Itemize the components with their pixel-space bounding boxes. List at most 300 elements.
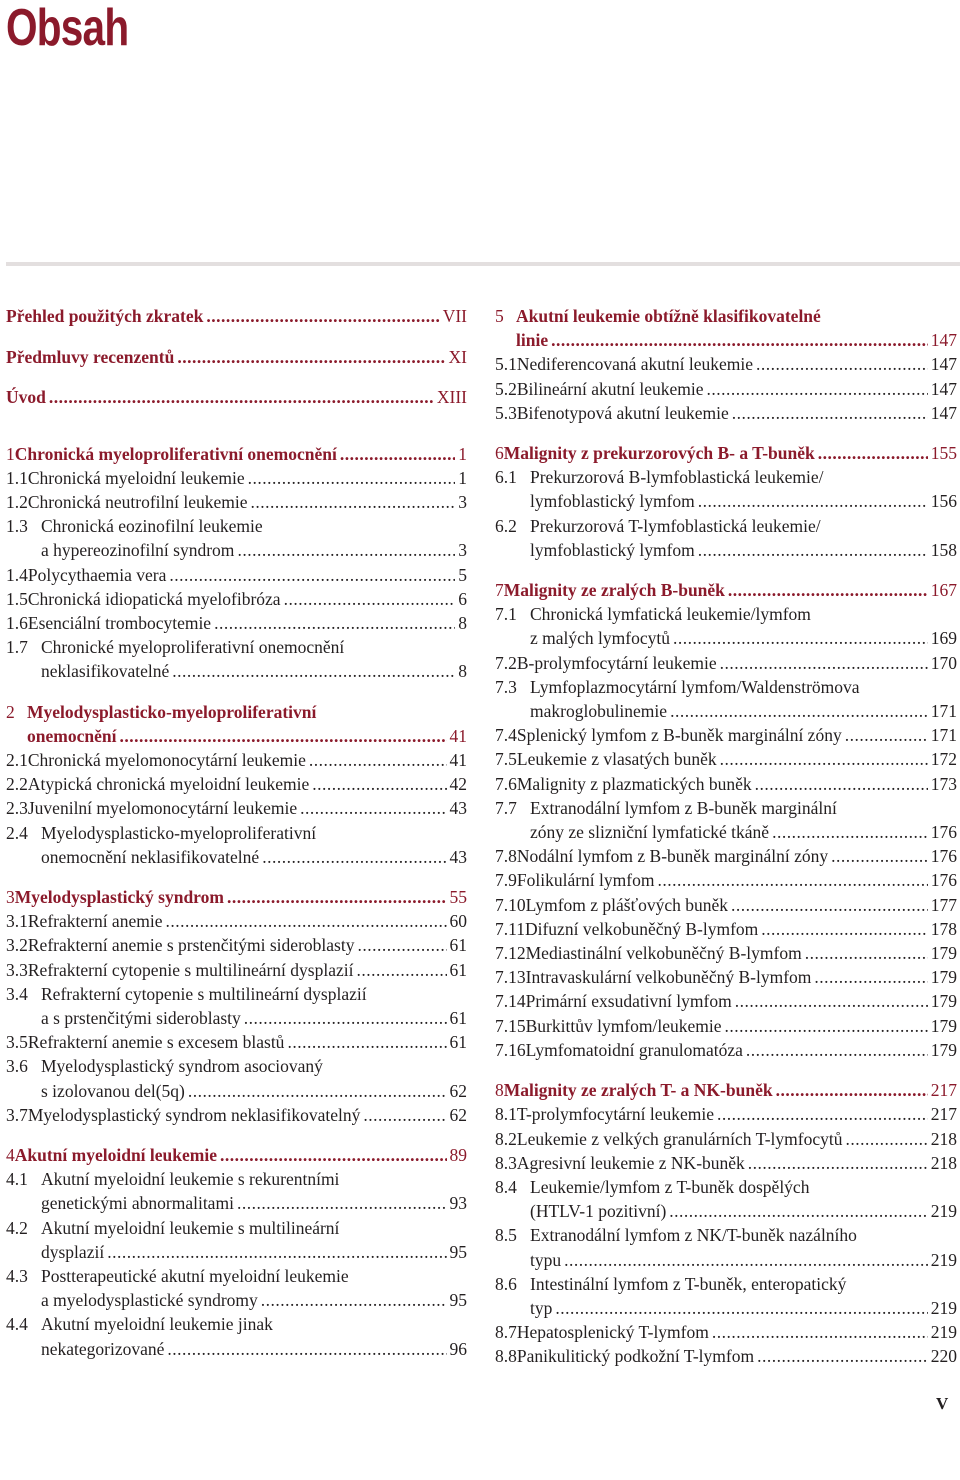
leader-dots — [746, 1038, 928, 1062]
page-ref: 93 — [449, 1193, 467, 1214]
leader-dots — [707, 377, 928, 401]
leader-dots — [220, 1143, 447, 1167]
item-title: Leukemie/lymfom z T-buněk dospělých — [530, 1176, 810, 1197]
item-number: 7.14 — [495, 991, 526, 1012]
toc-chapter[interactable] — [495, 578, 957, 602]
toc-item[interactable] — [495, 941, 957, 965]
item-title: typ — [530, 1297, 553, 1318]
page-ref: 61 — [449, 1032, 467, 1053]
toc-line — [6, 700, 467, 724]
leader-dots — [670, 699, 928, 723]
toc-line — [6, 659, 467, 683]
item-number: 7.7 — [495, 797, 517, 818]
toc-line — [6, 345, 467, 369]
leader-dots — [363, 1103, 446, 1127]
toc-line — [6, 514, 467, 538]
chapter-number: 1 — [6, 443, 15, 464]
toc-item[interactable] — [495, 893, 957, 917]
toc-item[interactable] — [495, 1127, 957, 1151]
page-ref: 8 — [458, 612, 467, 633]
toc-item[interactable] — [495, 675, 957, 723]
toc-item[interactable] — [495, 602, 957, 650]
item-number: 7.5 — [495, 749, 517, 770]
toc-line — [495, 578, 957, 602]
toc-item[interactable] — [495, 723, 957, 747]
item-title: typu — [530, 1249, 562, 1270]
item-title: Juvenilní myelomonocytární leukemie — [27, 798, 298, 819]
chapter-title: Myelodysplasticko-myeloproliferativní — [27, 701, 317, 722]
toc-line — [495, 401, 957, 425]
toc-item[interactable] — [6, 514, 467, 562]
toc-line — [495, 772, 957, 796]
item-title: nekategorizované — [41, 1338, 165, 1359]
item-title: (HTLV-1 pozitivní) — [530, 1201, 667, 1222]
toc-chapter[interactable] — [495, 1078, 957, 1102]
item-title: Refrakterní cytopenie s multilineární dysplazií — [27, 959, 354, 980]
toc-line — [6, 1103, 467, 1127]
toc-line — [495, 1320, 957, 1344]
toc-line — [6, 1191, 467, 1215]
item-title: Polycythaemia vera — [27, 564, 167, 585]
toc-line — [495, 489, 957, 513]
leader-dots — [776, 1078, 928, 1102]
item-title: Refrakterní anemie — [27, 911, 163, 932]
toc-line — [6, 982, 467, 1006]
toc-line — [495, 1272, 957, 1296]
item-title: Lymfoplazmocytární lymfom/Waldenströmova — [530, 676, 860, 697]
toc-chapter[interactable] — [6, 700, 467, 748]
page-ref: 1 — [458, 467, 467, 488]
item-title: Difuzní velkobuněčný B-lymfom — [524, 918, 759, 939]
toc-line — [6, 1006, 467, 1030]
item-number: 4.4 — [6, 1314, 28, 1335]
item-title: Primární exsudativní lymfom — [525, 991, 732, 1012]
toc-line — [6, 490, 467, 514]
chapter-number: 5 — [495, 306, 504, 326]
toc-line — [6, 845, 467, 869]
page-ref: 217 — [930, 1080, 957, 1101]
toc-line — [495, 514, 957, 538]
toc-chapter[interactable] — [6, 442, 467, 466]
page-ref: XI — [448, 346, 467, 367]
toc-item[interactable] — [6, 1103, 467, 1127]
page-ref: 167 — [930, 580, 957, 601]
item-title: Extranodální lymfom z B-buněk marginální — [530, 797, 837, 818]
leader-dots — [720, 747, 928, 771]
header-divider — [6, 262, 960, 266]
section-gap — [6, 684, 467, 700]
leader-dots — [720, 651, 928, 675]
leader-dots — [172, 659, 455, 683]
toc-item[interactable] — [6, 466, 467, 490]
toc-item[interactable] — [495, 1175, 957, 1223]
item-number: 7.3 — [495, 676, 517, 697]
toc-line — [495, 465, 957, 489]
page-ref: 147 — [930, 330, 957, 351]
item-number: 7.13 — [495, 967, 526, 988]
leader-dots — [845, 723, 928, 747]
toc-item[interactable] — [6, 563, 467, 587]
toc-item[interactable] — [495, 917, 957, 941]
toc-line — [6, 933, 467, 957]
leader-dots — [262, 845, 446, 869]
page-ref: 60 — [449, 911, 467, 932]
toc-item[interactable] — [495, 1014, 957, 1038]
item-number: 1.2 — [6, 491, 28, 512]
toc-item[interactable] — [495, 1344, 957, 1368]
item-number: 1.1 — [6, 467, 28, 488]
toc-item[interactable] — [495, 796, 957, 844]
page-ref: 179 — [930, 991, 957, 1012]
toc-line — [6, 821, 467, 845]
toc-line — [6, 909, 467, 933]
toc-front-matter[interactable] — [6, 345, 467, 369]
leader-dots — [698, 489, 928, 513]
toc-item[interactable] — [6, 611, 467, 635]
leader-dots — [564, 1248, 928, 1272]
item-title: Splenický lymfom z B-buněk marginální zóny — [516, 725, 842, 746]
item-title: z malých lymfocytů — [530, 628, 670, 649]
leader-dots — [248, 466, 456, 490]
chapter-title: Akutní myeloidní leukemie — [14, 1144, 217, 1165]
leader-dots — [244, 1006, 447, 1030]
leader-dots — [551, 328, 928, 352]
chapter-number: 6 — [495, 443, 504, 464]
toc-front-matter[interactable] — [6, 304, 467, 328]
toc-item[interactable] — [6, 587, 467, 611]
toc-line — [495, 1223, 957, 1247]
toc-line — [495, 441, 957, 465]
leader-dots — [669, 1199, 927, 1223]
toc-item[interactable] — [6, 635, 467, 683]
toc-line — [495, 917, 957, 941]
item-title: Akutní myeloidní leukemie jinak — [41, 1314, 273, 1335]
toc-front-matter[interactable] — [6, 385, 467, 409]
toc-line — [495, 965, 957, 989]
toc-item[interactable] — [495, 1320, 957, 1344]
page-ref: 170 — [930, 652, 957, 673]
item-title: Folikulární lymfom — [516, 870, 655, 891]
item-title: s izolovanou del(5q) — [41, 1080, 185, 1101]
item-title: Prekurzorová T-lymfoblastická leukemie/ — [530, 515, 821, 536]
front-title: Přehled použitých zkratek — [6, 306, 204, 326]
toc-line — [6, 1030, 467, 1054]
toc-item[interactable] — [6, 796, 467, 820]
toc-item[interactable] — [6, 772, 467, 796]
leader-dots — [227, 885, 447, 909]
toc-chapter[interactable] — [495, 441, 957, 465]
toc-line — [495, 602, 957, 626]
leader-dots — [214, 611, 455, 635]
toc-line — [6, 611, 467, 635]
toc-line — [495, 1296, 957, 1320]
item-number: 7.4 — [495, 725, 517, 746]
leader-dots — [177, 345, 445, 369]
toc-line — [495, 1344, 957, 1368]
toc-item[interactable] — [6, 1030, 467, 1054]
item-title: Postterapeutické akutní myeloidní leukemie — [41, 1266, 349, 1286]
item-title: Myelodysplastický syndrom neklasifikovatelný — [27, 1104, 361, 1125]
leader-dots — [735, 989, 928, 1013]
chapter-title: Malignity ze zralých T- a NK-buněk — [503, 1080, 773, 1101]
leader-dots — [312, 772, 446, 796]
item-number: 7.2 — [495, 652, 517, 673]
toc-line — [495, 893, 957, 917]
item-title: Esenciální trombocytemie — [27, 612, 212, 633]
toc-item[interactable] — [6, 1216, 467, 1264]
leader-dots — [728, 578, 928, 602]
leader-dots — [805, 941, 928, 965]
page-ref: 179 — [930, 1015, 957, 1036]
toc-column-right — [495, 304, 957, 1369]
toc-line — [495, 1127, 957, 1151]
page-ref: 176 — [930, 870, 957, 891]
toc-line — [6, 442, 467, 466]
front-title: Předmluvy recenzentů — [6, 346, 175, 367]
toc-line — [495, 796, 957, 820]
item-title: Leukemie z velkých granulárních T-lymfocytů — [516, 1128, 843, 1149]
page-ref: 61 — [449, 935, 467, 956]
page-ref: 3 — [458, 491, 467, 512]
section-gap — [6, 1127, 467, 1143]
leader-dots — [287, 1030, 446, 1054]
item-number: 3.7 — [6, 1104, 28, 1125]
toc-item[interactable] — [495, 1102, 957, 1126]
item-title: a s prstenčitými sideroblasty — [41, 1007, 241, 1028]
item-title: Malignity z plazmatických buněk — [516, 773, 752, 794]
item-title: Chronická lymfatická leukemie/lymfom — [530, 604, 811, 625]
toc-line — [6, 958, 467, 982]
toc-item[interactable] — [495, 747, 957, 771]
toc-item[interactable] — [6, 933, 467, 957]
item-title: Chronická myelomonocytární leukemie — [27, 749, 306, 770]
item-number: 7.11 — [495, 918, 525, 939]
chapter-title: Akutní leukemie obtížně klasifikovatelné — [516, 306, 821, 326]
page-ref: 219 — [930, 1297, 957, 1318]
item-title: Atypická chronická myeloidní leukemie — [27, 774, 310, 795]
item-number: 7.15 — [495, 1015, 526, 1036]
item-number: 7.8 — [495, 846, 517, 867]
toc-item[interactable] — [6, 821, 467, 869]
page-ref: 3 — [458, 540, 467, 561]
toc-item[interactable] — [495, 868, 957, 892]
leader-dots — [725, 1014, 928, 1038]
page-ref: 147 — [930, 402, 957, 423]
page-ref: 42 — [449, 774, 467, 795]
toc-line — [6, 1167, 467, 1191]
toc-line — [6, 1054, 467, 1078]
toc-item[interactable] — [495, 965, 957, 989]
leader-dots — [732, 401, 928, 425]
item-number: 8.5 — [495, 1225, 517, 1246]
item-title: Extranodální lymfom z NK/T-buněk nazálního — [530, 1225, 857, 1246]
toc-item[interactable] — [495, 465, 957, 513]
toc-item[interactable] — [6, 1167, 467, 1215]
item-title: B-prolymfocytární leukemie — [516, 652, 717, 673]
toc-item[interactable] — [6, 1054, 467, 1102]
leader-dots — [251, 490, 456, 514]
item-title: lymfoblastický lymfom — [530, 491, 695, 512]
page-ref: 156 — [930, 491, 957, 512]
page-ref: 6 — [458, 588, 467, 609]
item-title: Chronická myeloidní leukemie — [27, 467, 245, 488]
chapter-number: 4 — [6, 1144, 15, 1165]
toc-chapter[interactable] — [6, 1143, 467, 1167]
toc-line — [6, 885, 467, 909]
toc-line — [495, 377, 957, 401]
toc-line — [6, 587, 467, 611]
page-ref: 41 — [449, 749, 467, 770]
toc-line — [6, 635, 467, 659]
page-ref: 61 — [449, 959, 467, 980]
page-ref: 96 — [449, 1338, 467, 1359]
page-ref: 176 — [930, 846, 957, 867]
toc-line — [6, 466, 467, 490]
toc-item[interactable] — [495, 401, 957, 425]
section-gap — [495, 1062, 957, 1078]
toc-item[interactable] — [495, 1151, 957, 1175]
page-ref: 8 — [458, 661, 467, 682]
page-ref: 55 — [449, 886, 467, 907]
item-number: 1.6 — [6, 612, 28, 633]
toc-item[interactable] — [6, 958, 467, 982]
item-title: Prekurzorová B-lymfoblastická leukemie/ — [530, 467, 824, 488]
leader-dots — [237, 538, 455, 562]
leader-dots — [107, 1240, 446, 1264]
chapter-title: linie — [516, 330, 549, 351]
leader-dots — [261, 1288, 447, 1312]
page-ref: 219 — [930, 1249, 957, 1270]
leader-dots — [169, 563, 455, 587]
item-title: Panikulitický podkožní T-lymfom — [516, 1346, 755, 1367]
item-title: lymfoblastický lymfom — [530, 539, 695, 560]
leader-dots — [49, 385, 434, 409]
toc-line — [495, 699, 957, 723]
item-number: 1.5 — [6, 588, 28, 609]
leader-dots — [757, 1344, 928, 1368]
leader-dots — [657, 868, 927, 892]
leader-dots — [188, 1079, 447, 1103]
item-title: Chronická neutrofilní leukemie — [27, 491, 248, 512]
page-title: Obsah — [6, 0, 129, 57]
page-ref: 219 — [930, 1322, 957, 1343]
item-title: Lymfom z plášťových buněk — [525, 894, 728, 915]
toc-line — [495, 1102, 957, 1126]
toc-line — [495, 941, 957, 965]
toc-item[interactable] — [6, 1312, 467, 1360]
toc-chapter[interactable] — [495, 304, 957, 352]
leader-dots — [309, 748, 447, 772]
toc-line — [495, 675, 957, 699]
toc-line — [6, 724, 467, 748]
item-title: Myelodysplasticko-myeloproliferativní — [41, 822, 317, 843]
page-ref: 173 — [930, 773, 957, 794]
toc-line — [495, 352, 957, 376]
toc-item[interactable] — [495, 844, 957, 868]
toc-line — [495, 723, 957, 747]
item-number: 3.4 — [6, 983, 28, 1004]
page-ref: 220 — [930, 1346, 957, 1367]
page-ref: 171 — [930, 725, 957, 746]
item-number: 2.3 — [6, 798, 28, 819]
page-ref: 62 — [449, 1104, 467, 1125]
leader-dots — [340, 442, 455, 466]
item-number: 2.4 — [6, 822, 28, 843]
page-ref: 169 — [930, 628, 957, 649]
toc-item[interactable] — [495, 1272, 957, 1320]
toc-line — [6, 1264, 467, 1288]
leader-dots — [717, 1102, 928, 1126]
page-ref: 218 — [930, 1152, 957, 1173]
item-number: 3.3 — [6, 959, 28, 980]
leader-dots — [555, 1296, 927, 1320]
toc-item[interactable] — [495, 514, 957, 562]
leader-dots — [831, 844, 928, 868]
toc-line — [495, 868, 957, 892]
toc-line — [495, 820, 957, 844]
toc-line — [495, 989, 957, 1013]
toc-line — [6, 304, 467, 328]
toc-item[interactable] — [495, 1223, 957, 1271]
toc-item[interactable] — [495, 651, 957, 675]
item-title: T-prolymfocytární leukemie — [516, 1104, 715, 1125]
item-number: 8.2 — [495, 1128, 517, 1149]
toc-item[interactable] — [6, 909, 467, 933]
toc-line — [495, 328, 957, 352]
front-title: Úvod — [6, 387, 46, 407]
toc-item[interactable] — [6, 490, 467, 514]
toc-item[interactable] — [6, 748, 467, 772]
item-title: genetickými abnormalitami — [41, 1193, 234, 1214]
toc-item[interactable] — [495, 1038, 957, 1062]
item-number: 8.7 — [495, 1322, 517, 1343]
toc-line — [495, 1038, 957, 1062]
toc-item[interactable] — [6, 1264, 467, 1312]
page-ref: 95 — [449, 1290, 467, 1311]
item-number: 4.1 — [6, 1169, 28, 1190]
item-title: Intestinální lymfom z T-buněk, enteropatický — [530, 1273, 847, 1294]
item-title: zóny ze slizniční lymfatické tkáně — [530, 822, 770, 843]
section-gap — [495, 562, 957, 578]
page-ref: 89 — [449, 1144, 467, 1165]
item-title: Akutní myeloidní leukemie s rekurentními — [41, 1169, 340, 1190]
toc-line — [6, 385, 467, 409]
page-ref: 158 — [930, 539, 957, 560]
toc-line — [495, 844, 957, 868]
item-number: 5.3 — [495, 402, 517, 423]
page-ref: 178 — [930, 918, 957, 939]
item-title: Refrakterní anemie s excesem blastů — [27, 1032, 285, 1053]
toc-column-left — [6, 304, 467, 1361]
toc-item[interactable] — [495, 377, 957, 401]
toc-item[interactable] — [495, 352, 957, 376]
chapter-number: 2 — [6, 701, 15, 722]
toc-line — [495, 1175, 957, 1199]
chapter-title: Myelodysplastický syndrom — [14, 886, 224, 907]
toc-item[interactable] — [6, 982, 467, 1030]
item-title: Refrakterní anemie s prstenčitými sideroblasty — [27, 935, 355, 956]
toc-item[interactable] — [495, 989, 957, 1013]
section-gap — [6, 869, 467, 885]
toc-item[interactable] — [495, 772, 957, 796]
toc-line — [495, 1199, 957, 1223]
toc-line — [495, 651, 957, 675]
leader-dots — [119, 724, 446, 748]
item-number: 3.5 — [6, 1032, 28, 1053]
toc-chapter[interactable] — [6, 885, 467, 909]
item-title: Burkittův lymfom/leukemie — [525, 1015, 722, 1036]
item-number: 7.16 — [495, 1039, 526, 1060]
